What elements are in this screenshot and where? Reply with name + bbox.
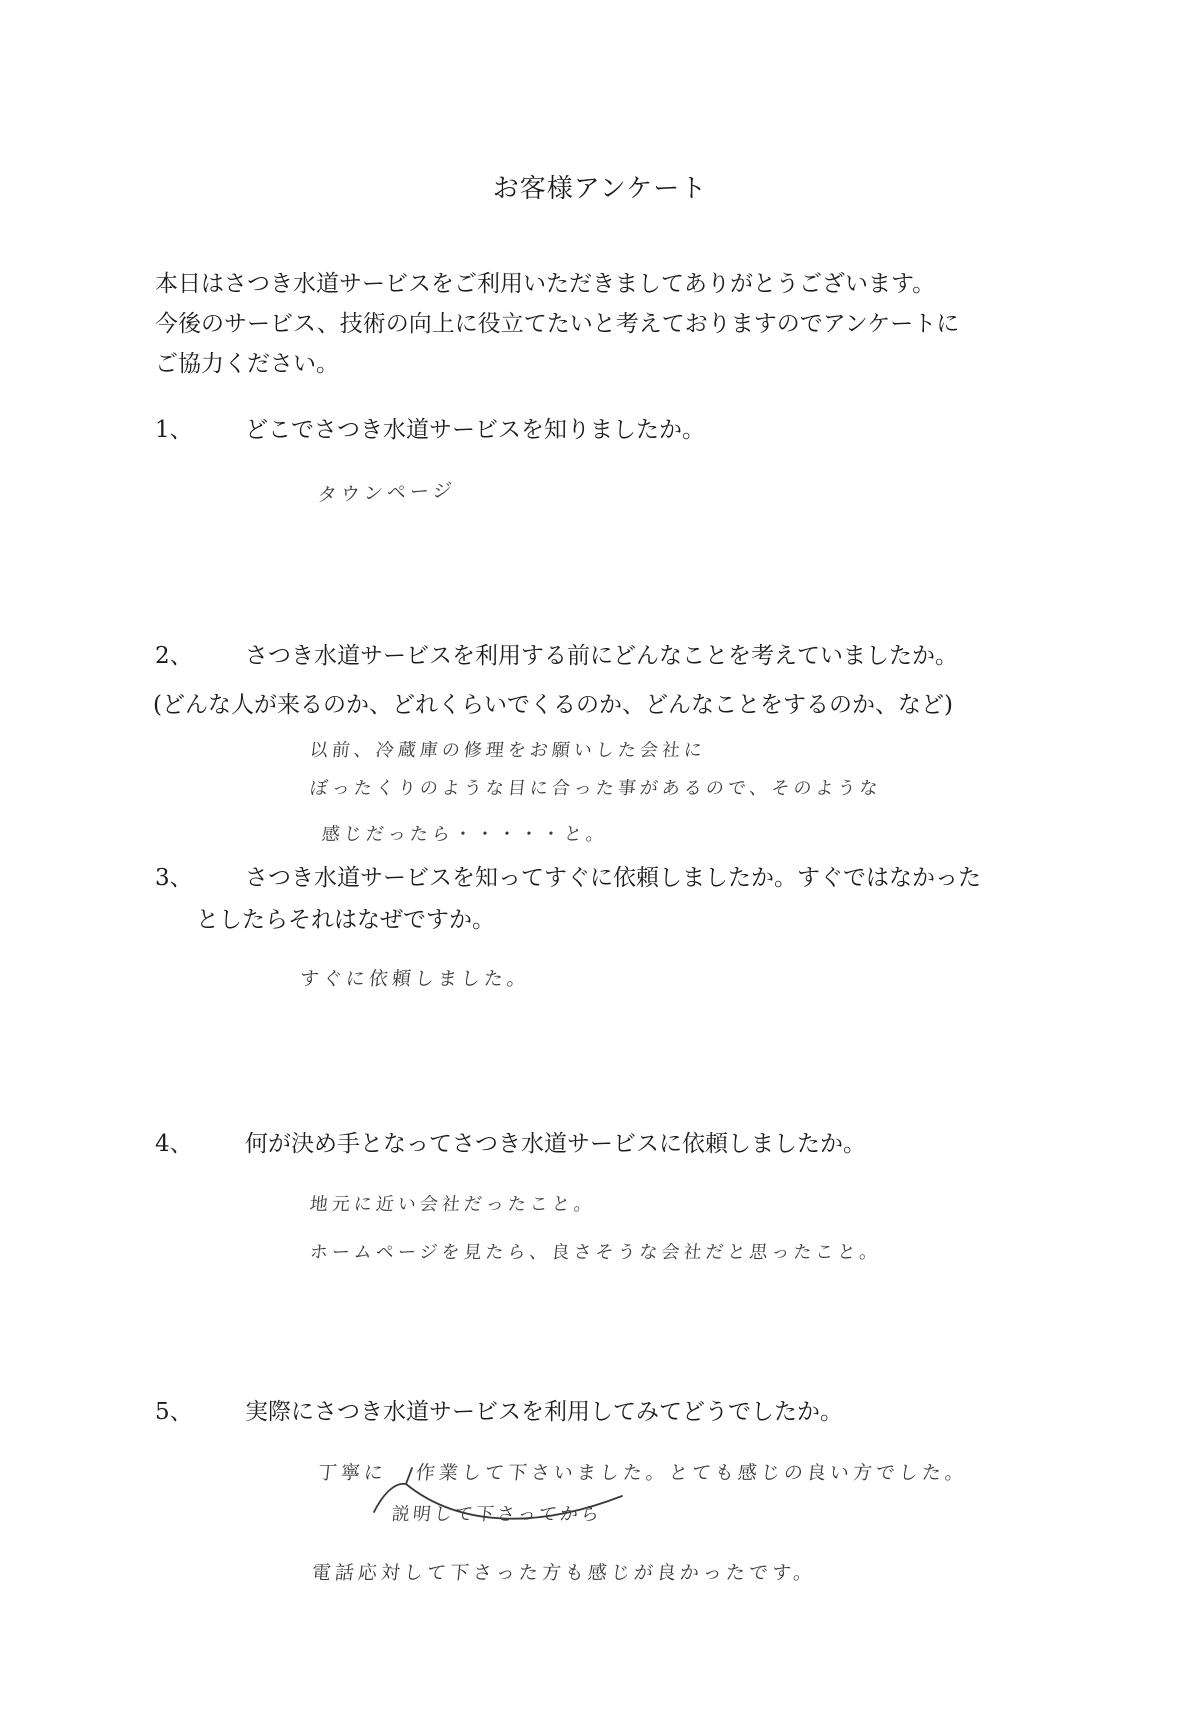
question-number: 1、 — [155, 417, 193, 443]
question-text-continued: としたらそれはなぜですか。 — [196, 907, 495, 933]
handwritten-answer-line: 電話応対して下さった方も感じが良かったです。 — [310, 1562, 818, 1584]
handwritten-answer-line: 感じだったら・・・・・と。 — [320, 824, 609, 845]
question-1 — [155, 410, 705, 450]
question-text: さつき水道サービスを知ってすぐに依頼しましたか。すぐではなかった — [245, 865, 981, 891]
question-number: 5、 — [155, 1399, 193, 1425]
handwritten-answer-start: 丁寧に — [316, 1462, 389, 1484]
question-5 — [155, 1392, 843, 1432]
question-4 — [155, 1124, 866, 1164]
question-3 — [155, 858, 981, 898]
question-2 — [155, 636, 958, 676]
question-number: 3、 — [155, 865, 193, 891]
intro-line: ご協力ください。 — [155, 351, 339, 377]
intro-paragraph — [155, 264, 959, 384]
intro-line: 本日はさつき水道サービスをご利用いただきましてありがとうございます。 — [155, 271, 936, 297]
question-text: さつき水道サービスを利用する前にどんなことを考えていましたか。 — [245, 643, 958, 669]
handwritten-answer: タウンページ — [316, 479, 457, 507]
question-note: (どんな人が来るのか、どれくらいでくるのか、どんなことをするのか、など) — [153, 692, 953, 718]
question-number: 2、 — [155, 643, 193, 669]
question-text: 何が決め手となってさつき水道サービスに依頼しましたか。 — [245, 1131, 866, 1157]
handwritten-answer: すぐに依頼しました。 — [298, 968, 532, 990]
handwritten-answer-line: 地元に近い会社だったこと。 — [308, 1194, 597, 1215]
page-title: お客様アンケート — [492, 174, 708, 204]
question-text: 実際にさつき水道サービスを利用してみてどうでしたか。 — [245, 1399, 843, 1425]
question-number: 4、 — [155, 1131, 193, 1157]
handwritten-answer-line: ぼったくりのような目に合った事があるので、そのような — [308, 778, 883, 799]
handwritten-answer-line: 作業して下さいました。とても感じの良い方でした。 — [414, 1462, 970, 1484]
handwritten-insertion: 説明して下さってから — [390, 1504, 603, 1525]
question-text: どこでさつき水道サービスを知りましたか。 — [245, 417, 705, 443]
intro-line: 今後のサービス、技術の向上に役立てたいと考えておりますのでアンケートに — [155, 311, 960, 337]
handwritten-answer-line: 以前、冷蔵庫の修理をお願いした会社に — [308, 740, 707, 761]
handwritten-answer-line: ホームページを見たら、良さそうな会社だと思ったこと。 — [308, 1242, 883, 1263]
